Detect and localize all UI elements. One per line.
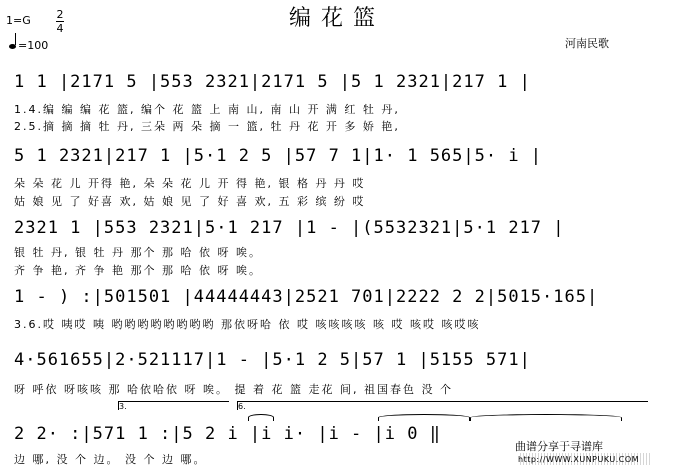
lyric-verse-2-5: 2.5.摘 摘 摘 牡 丹, 三朵 两 朵 摘 一 篮, 牡 丹 花 开 多 娇 艳, [14, 120, 400, 133]
notation-line-3: 2321 1 |553 2321|5·1 217 |1 - |(5532321|5·1 217 | [14, 218, 565, 238]
score-row-4 [0, 287, 674, 317]
time-numerator: 2 [56, 8, 64, 21]
song-origin: 河南民歌 [565, 37, 609, 50]
lyric-row3-a: 银 牡 丹, 银 牡 丹 那个 那 哈 依 呀 唉。 [14, 246, 262, 259]
song-title: 编花篮 [288, 6, 385, 31]
lyric-row4: 3.6.哎 咦哎 咦 哟哟哟哟哟哟哟哟 那依呀哈 依 哎 咳咳咳咳 咳 哎 咳哎 咳哎咳 [14, 318, 481, 331]
watermark-text: 曲谱分享于寻谱库 [515, 440, 603, 453]
notation-line-6: 2 2· :|571 1 :|5 2 i |i i· |i - |i 0 ‖ [14, 424, 441, 444]
notation-line-4: 1 - ) :|501501 |44444443|2521 701|2222 2 2|5015·165| [14, 287, 599, 307]
score-row-5 [0, 350, 674, 380]
score-row-2 [0, 146, 674, 176]
time-denominator: 4 [56, 22, 64, 35]
tie-mark-1 [378, 414, 470, 421]
lyric-verse-1-4: 1.4.编 编 编 花 篮, 编个 花 篮 上 南 山, 南 山 开 满 红 牡 丹, [14, 103, 400, 116]
lyric-row6: 边 哪, 没 个 边。 没 个 边 哪。 [14, 453, 207, 466]
quarter-note-icon [9, 44, 16, 49]
lyric-row5: 呀 呼依 呀咳咳 那 哈依哈依 呀 唉。 提 着 花 篮 走花 间, 祖国春色 没 个 [14, 383, 453, 396]
notation-line-2: 5 1 2321|217 1 |5·1 2 5 |57 7 1|1· 1 565|5· i | [14, 146, 543, 166]
volta-bracket-1: 3. [118, 401, 229, 410]
tie-mark-2 [470, 414, 622, 421]
tempo-mark [9, 40, 48, 51]
lyric-row2-a: 朵 朵 花 儿 开得 艳, 朵 朵 花 儿 开 得 艳, 银 格 丹 丹 哎 [14, 177, 366, 190]
time-signature [56, 9, 64, 34]
lyric-row2-b: 姑 娘 见 了 好喜 欢, 姑 娘 见 了 好 喜 欢, 五 彩 缤 纷 哎 [14, 195, 366, 208]
tempo-value: =100 [18, 39, 49, 52]
notation-line-1: 1 1 |2171 5 |553 2321|2171 5 |5 1 2321|217 1 | [14, 72, 531, 92]
slur-mark [248, 414, 274, 421]
key-signature: 1=G [6, 14, 31, 27]
volta-bracket-2: 6. [237, 401, 648, 410]
watermark-url: http://WWW.XUNPUKU.COM [518, 455, 640, 464]
notation-line-5: 4·561655|2·521117|1 - |5·1 2 5|57 1 |5155 571| [14, 350, 531, 370]
lyric-row3-b: 齐 争 艳, 齐 争 艳 那个 那 哈 依 呀 唉。 [14, 264, 262, 277]
score-row-1 [0, 72, 674, 102]
